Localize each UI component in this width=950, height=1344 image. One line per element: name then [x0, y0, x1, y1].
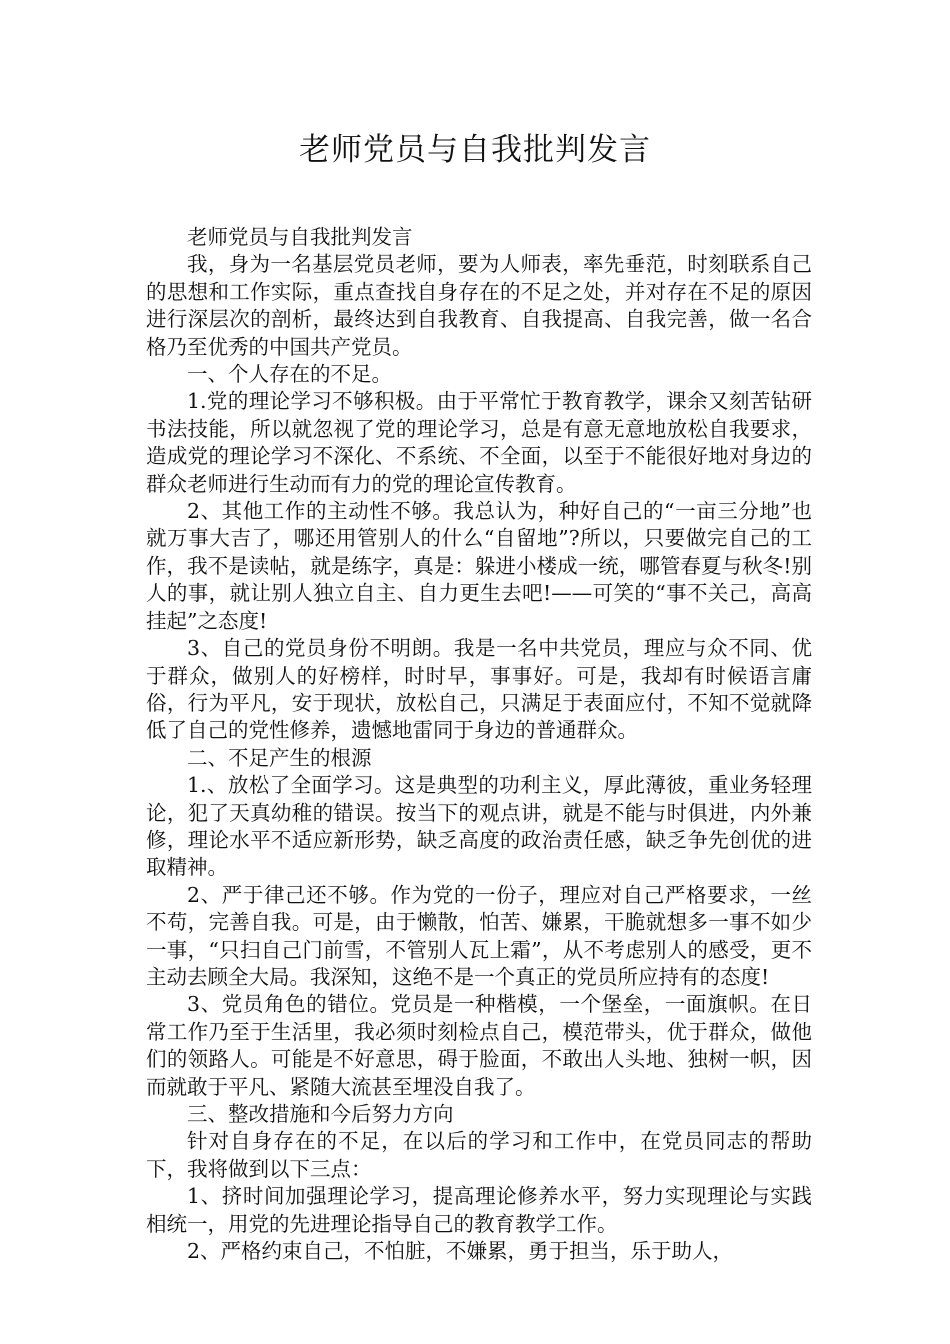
paragraph-2-3: 3、党员角色的错位。党员是一种楷模，一个堡垒，一面旗帜。在日常工作乃至于生活里，我必须时刻检点自己，模范带头，优于群众，做他们的领路人。可能是不好意思，碍于脸面，不敢出人头地、独树一帜，因而就敢于平凡、紧随大流甚至埋没自我了。 — [146, 992, 812, 1099]
paragraph-3-intro: 针对自身存在的不足，在以后的学习和工作中，在党员同志的帮助下，我将做到以下三点： — [146, 1129, 812, 1181]
section-heading-1: 一、个人存在的不足。 — [187, 362, 392, 387]
document-body — [146, 224, 812, 1265]
section-heading-3: 三、整改措施和今后努力方向 — [187, 1102, 454, 1126]
section-heading-2: 二、不足产生的根源 — [187, 745, 372, 770]
paragraph-1-3: 3、自己的党员身份不明朗。我是一名中共党员，理应与众不同、优于群众，做别人的好榜样，时时早，事事好。可是，我却有时候语言庸俗，行为平凡，安于现状，放松自己，只满足于表面应付，不知不觉就降低了自己的党性修养，遗憾地雷同于身边的普通群众。 — [146, 636, 812, 743]
paragraph-intro: 我，身为一名基层党员老师，要为人师表，率先垂范，时刻联系自己的思想和工作实际，重点查找自身存在的不足之处，并对存在不足的原因进行深层次的剖析，最终达到自我教育、自我提高、自我完善，做一名合格乃至优秀的中国共产党员。 — [146, 252, 812, 359]
paragraph-3-2: 2、严格约束自己，不怕脏，不嫌累，勇于担当，乐于助人， — [187, 1239, 734, 1264]
paragraph-heading: 老师党员与自我批判发言 — [187, 225, 413, 249]
paragraph-1-2: 2、其他工作的主动性不够。我总认为，种好自己的“一亩三分地”也就万事大吉了，哪还用管别人的什么“自留地”?所以，只要做完自己的工作，我不是读帖，就是练字，真是：躲进小楼成一统，哪管春夏与秋冬!别人的事，就让别人独立自主、自力更生去吧!——可笑的“事不关己，高高挂起”之态度! — [146, 499, 812, 633]
paragraph-2-1: 1.、放松了全面学习。这是典型的功利主义，厚此薄彼，重业务轻理论，犯了天真幼稚的错误。按当下的观点讲，就是不能与时俱进，内外兼修，理论水平不适应新形势，缺乏高度的政治责任感，缺乏争先创优的进取精神。 — [146, 773, 812, 880]
paragraph-2-2: 2、严于律己还不够。作为党的一份子，理应对自己严格要求，一丝不苟，完善自我。可是，由于懒散，怕苦、嫌累，干脆就想多一事不如少一事，“只扫自己门前雪，不管别人瓦上霜”，从不考虑别人的感受，更不主动去顾全大局。我深知，这绝不是一个真正的党员所应持有的态度! — [146, 882, 812, 989]
document-title: 老师党员与自我批判发言 — [299, 132, 651, 168]
paragraph-1-1: 1.党的理论学习不够积极。由于平常忙于教育教学，课余又刻苦钻研书法技能，所以就忽视了党的理论学习，总是有意无意地放松自我要求，造成党的理论学习不深化、不系统、不全面，以至于不能很好地对身边的群众老师进行生动而有力的党的理论宣传教育。 — [146, 389, 812, 496]
paragraph-3-1: 1、挤时间加强理论学习，提高理论修养水平，努力实现理论与实践相统一，用党的先进理论指导自己的教育教学工作。 — [146, 1184, 812, 1236]
